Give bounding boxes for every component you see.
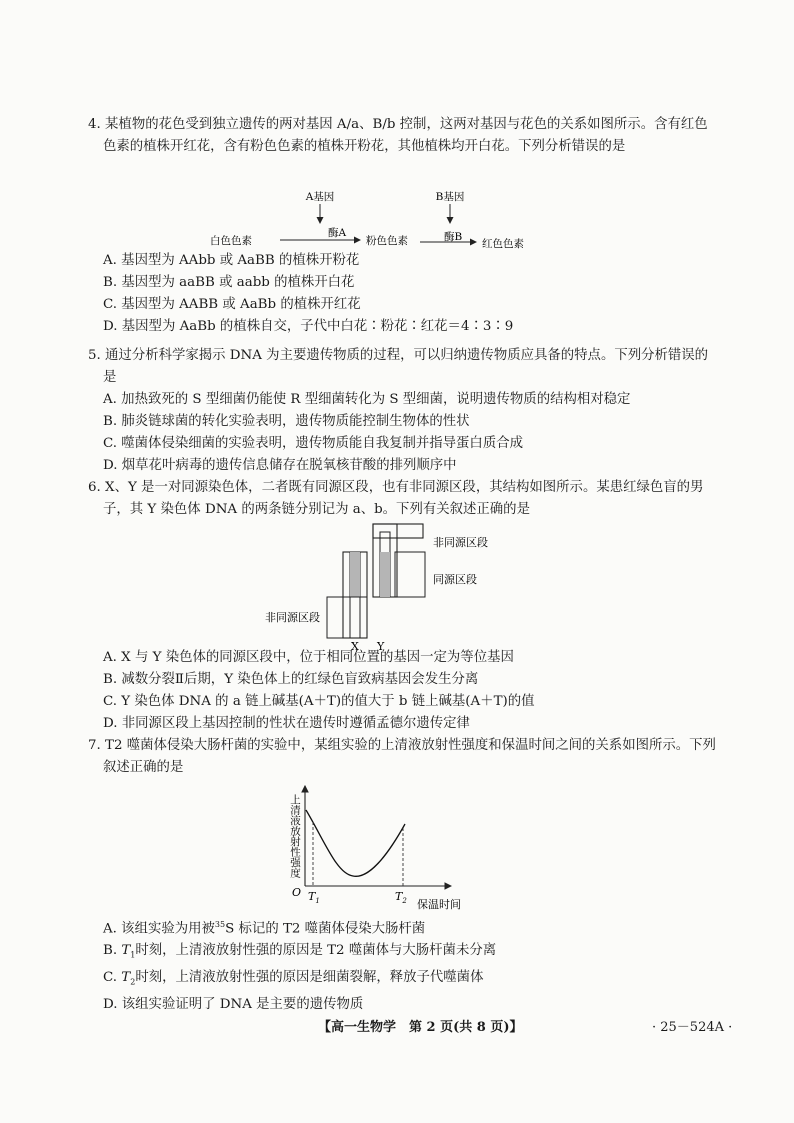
enzyme-a-label: 酶A [328, 227, 347, 239]
question-4-stem: 4. 某植物的花色受到独立遗传的两对基因 A/a、B/b 控制，这两对基因与花色的关系如图所示。含有红色色素的植株开红花，含有粉色色素的植株开粉花，其他植株均开白花。下列分析错误的是 [88, 117, 708, 154]
question-5 [88, 345, 718, 477]
radioactivity-curve [306, 810, 405, 876]
q4-pathway-diagram [210, 186, 550, 258]
question-4-options [88, 250, 718, 338]
label-x: X [351, 640, 359, 653]
question-6-options [88, 647, 718, 735]
question-4 [88, 114, 718, 158]
label-nonhomologous-top: 非同源区段 [433, 536, 488, 549]
question-7-stem: 7. T2 噬菌体侵染大肠杆菌的实验中，某组实验的上清液放射性强度和保温时间之间的关系如图所示。下列叙述正确的是 [88, 738, 716, 775]
y-axis-label: 上清液放射性强度 [289, 794, 301, 878]
q5-option-b: B. 肺炎链球菌的转化实验表明，遗传物质能控制生物体的性状 [103, 414, 470, 429]
x-axis-label: 保温时间 [417, 898, 461, 911]
q6-option-d: D. 非同源区段上基因控制的性状在遗传时遵循孟德尔遗传定律 [103, 716, 470, 731]
y-homologous-fill [380, 552, 390, 597]
q7-option-b: B. $T_1$时刻，上清液放射性强的原因是 T2 噬菌体与大肠杆菌未分离 [103, 943, 497, 961]
q7-option-d: D. 该组实验证明了 DNA 是主要的遗传物质 [103, 996, 364, 1012]
q6-option-a: A. X 与 Y 染色体的同源区段中，位于相同位置的基因一定为等位基因 [103, 650, 514, 665]
homologous-bracket [395, 552, 425, 597]
red-pigment-label: 红色色素 [482, 238, 524, 250]
label-homologous: 同源区段 [433, 573, 477, 586]
q7-option-a: A. 该组实验为用被$^{35}$S 标记的 T2 噬菌体侵染大肠杆菌 [103, 920, 426, 937]
origin-label: O [292, 886, 302, 899]
q6-chromosome-diagram [255, 520, 515, 652]
q4-option-c: C. 基因型为 AABB 或 AaBb 的植株开红花 [103, 297, 361, 312]
gene-b-label: B基因 [435, 191, 465, 203]
question-5-stem: 5. 通过分析科学家揭示 DNA 为主要遗传物质的过程，可以归纳遗传物质应具备的特点。下列分析错误的是 [88, 348, 709, 385]
pink-pigment-label: 粉色色素 [366, 235, 408, 247]
question-6 [88, 477, 718, 521]
q7-option-c: C. $T_2$时刻，上清液放射性强的原因是细菌裂解，释放子代噬菌体 [103, 970, 484, 987]
q5-option-d: D. 烟草花叶病毒的遗传信息储存在脱氧核苷酸的排列顺序中 [103, 458, 457, 473]
t2-label: $T_2$ [395, 890, 407, 905]
label-nonhomologous-bottom: 非同源区段 [265, 611, 320, 624]
label-y: Y [377, 640, 385, 653]
x-homologous-fill [350, 552, 360, 597]
t1-label: $T_1$ [308, 890, 320, 905]
question-7-options [88, 914, 718, 1016]
q5-option-a: A. 加热致死的 S 型细菌仍能使 R 型细菌转化为 S 型细菌，说明遗传物质的结构相对稳定 [103, 392, 631, 407]
q5-option-c: C. 噬菌体侵染细菌的实验表明，遗传物质能自我复制并指导蛋白质合成 [103, 436, 523, 451]
bottom-bracket [327, 597, 367, 638]
enzyme-b-label: 酶B [444, 231, 463, 243]
question-6-stem: 6. X、Y 是一对同源染色体，二者既有同源区段，也有非同源区段，其结构如图所示。某患红绿色盲的男子，其 Y 染色体 DNA 的两条链分别记为 a、b。下列有关叙述正确的是 [88, 480, 704, 517]
footer-page-info: 【高一生物学 第 2 页(共 8 页)】 [318, 1020, 523, 1035]
footer-exam-code: · 25－524A · [652, 1020, 733, 1035]
gene-a-label: A基因 [305, 191, 335, 203]
question-7 [88, 735, 718, 779]
q6-option-c: C. Y 染色体 DNA 的 a 链上碱基(A＋T)的值大于 b 链上碱基(A＋T)的值 [103, 694, 535, 709]
q7-curve-graph [275, 782, 475, 914]
q4-option-d: D. 基因型为 AaBb 的植株自交，子代中白花∶粉花∶红花＝4∶3∶9 [103, 319, 514, 334]
white-pigment-label: 白色色素 [210, 235, 252, 247]
q4-option-b: B. 基因型为 aaBB 或 aabb 的植株开白花 [103, 275, 355, 290]
q6-option-b: B. 减数分裂Ⅱ后期，Y 染色体上的红绿色盲致病基因会发生分离 [103, 672, 479, 687]
q4-option-a: A. 基因型为 AAbb 或 AaBB 的植株开粉花 [103, 253, 360, 268]
